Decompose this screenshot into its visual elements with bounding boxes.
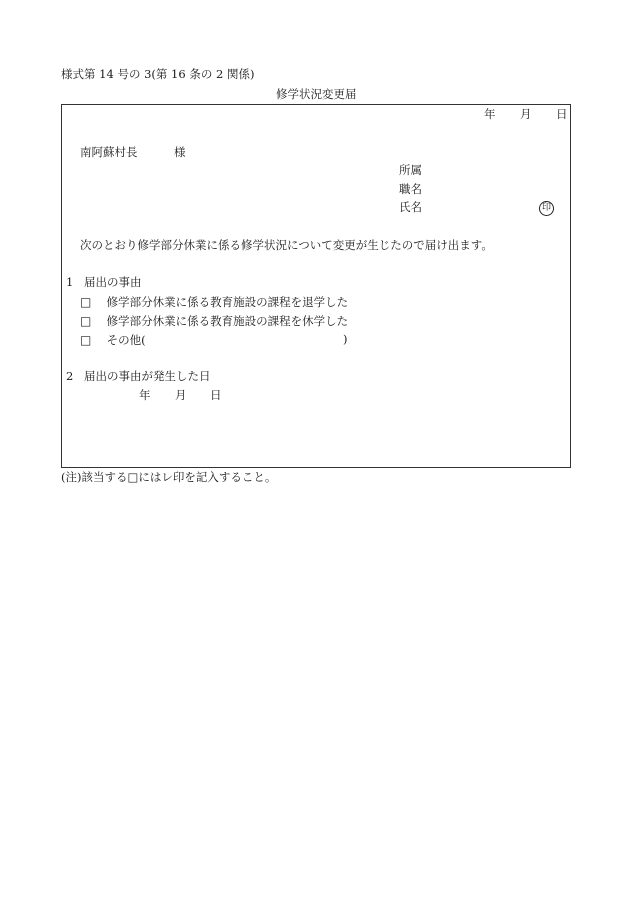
checkbox-other[interactable]: □	[80, 333, 92, 347]
date-month: 月	[520, 107, 532, 121]
section2-number: 2	[66, 369, 74, 383]
section1-number: 1	[66, 275, 74, 289]
section2-heading: 届出の事由が発生した日	[84, 369, 211, 383]
seal-mark	[539, 201, 554, 216]
date-day: 日	[556, 107, 568, 121]
section1-heading: 届出の事由	[84, 275, 142, 289]
seal-icon: 印	[539, 201, 554, 216]
option-leave-label: 修学部分休業に係る教育施設の課程を休学した	[106, 314, 349, 328]
option-other-close: )	[343, 332, 348, 346]
intro-text: 次のとおり修学部分休業に係る修学状況について変更が生じたので届け出ます。	[80, 238, 493, 252]
date-year: 年	[484, 107, 496, 121]
event-date-month: 月	[175, 388, 187, 402]
checkbox-leave[interactable]: □	[80, 314, 92, 328]
recipient-honorific: 様	[174, 145, 186, 159]
footnote: (注)該当する□にはレ印を記入すること。	[61, 470, 277, 484]
event-date-day: 日	[210, 388, 222, 402]
checkbox-withdrew[interactable]: □	[80, 295, 92, 309]
event-date-year: 年	[139, 388, 151, 402]
name-label: 氏名	[399, 200, 422, 214]
affiliation-label: 所属	[399, 163, 422, 177]
option-other[interactable]	[80, 334, 146, 347]
option-withdrew[interactable]	[80, 296, 348, 309]
form-reference: 様式第 14 号の 3(第 16 条の 2 関係)	[61, 67, 255, 81]
position-label: 職名	[399, 182, 422, 196]
option-withdrew-label: 修学部分休業に係る教育施設の課程を退学した	[106, 295, 349, 309]
form-title: 修学状況変更届	[276, 87, 357, 101]
recipient-name: 南阿蘇村長	[80, 145, 138, 159]
option-other-label: その他(	[106, 333, 146, 347]
option-leave[interactable]	[80, 315, 348, 328]
